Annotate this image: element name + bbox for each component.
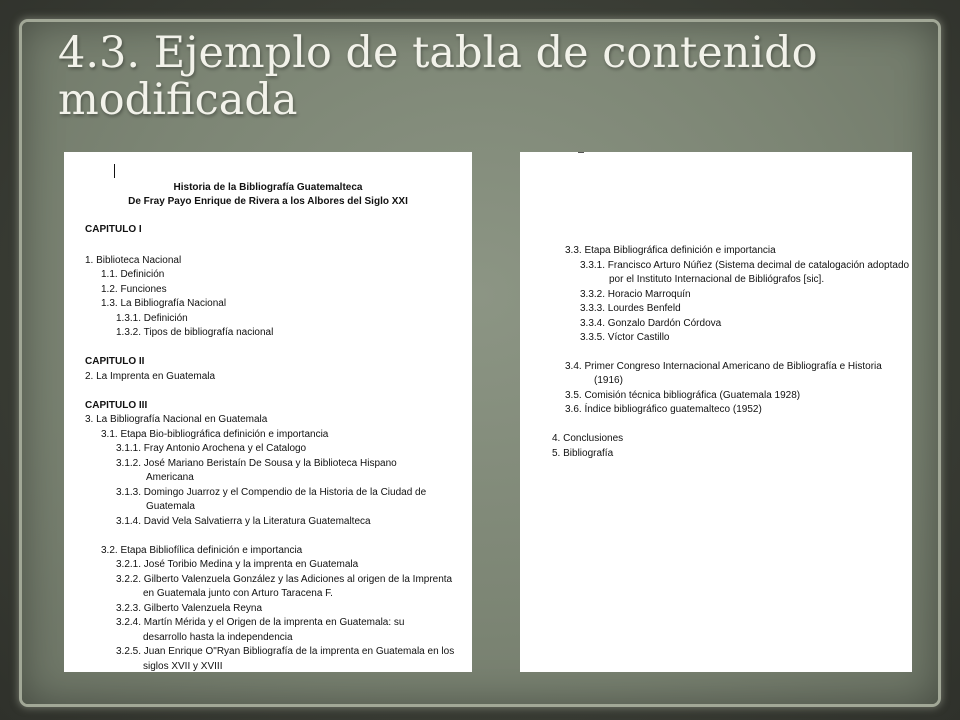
toc-line: en Guatemala junto con Arturo Taracena F.	[143, 588, 333, 599]
toc-line: 1.1. Definición	[101, 269, 165, 280]
toc-line: 3.2.4. Martín Mérida y el Origen de la imprenta en Guatemala: su	[116, 617, 405, 628]
toc-line: 3.3. Etapa Bibliográfica definición e importancia	[565, 245, 776, 256]
page-mark	[578, 152, 584, 153]
toc-line: 3.1.2. José Mariano Beristaín De Sousa y la Biblioteca Hispano	[116, 458, 397, 469]
toc-line: 3. La Bibliografía Nacional en Guatemala	[85, 414, 268, 425]
toc-line: 3.1.4. David Vela Salvatierra y la Literatura Guatemalteca	[116, 516, 371, 527]
toc-line: 1.3.2. Tipos de bibliografía nacional	[116, 327, 274, 338]
document-page-right	[520, 152, 912, 672]
document-subheading: De Fray Payo Enrique de Rivera a los Albores del Siglo XXI	[128, 196, 408, 207]
toc-line: por el Instituto Internacional de Bibliógrafos [sic].	[609, 274, 825, 285]
toc-line: desarrollo hasta la independencia	[143, 632, 293, 643]
toc-line: 3.3.5. Víctor Castillo	[580, 332, 670, 343]
toc-line: 3.3.2. Horacio Marroquín	[580, 289, 691, 300]
toc-line: 4. Conclusiones	[552, 433, 624, 444]
toc-line: 3.1. Etapa Bio-bibliográfica definición e importancia	[101, 429, 329, 440]
toc-line: siglos XVII y XVIII	[143, 661, 223, 672]
toc-line: 3.3.4. Gonzalo Dardón Córdova	[580, 318, 722, 329]
toc-line: 3.1.3. Domingo Juarroz y el Compendio de la Historia de la Ciudad de	[116, 487, 427, 498]
document-heading: Historia de la Bibliografía Guatemalteca	[173, 182, 363, 193]
toc-line: 2. La Imprenta en Guatemala	[85, 371, 216, 382]
toc-line: 3.2.1. José Toribio Medina y la imprenta en Guatemala	[116, 559, 359, 570]
toc-line: 3.2. Etapa Bibliofílica definición e importancia	[101, 545, 303, 556]
document-page-left	[64, 152, 472, 672]
toc-line: 3.6. Índice bibliográfico guatemalteco (1952)	[565, 404, 762, 415]
toc-line: 3.2.2. Gilberto Valenzuela González y las Adiciones al origen de la Imprenta	[116, 574, 453, 585]
toc-line: CAPITULO II	[85, 356, 145, 367]
toc-line: 3.2.3. Gilberto Valenzuela Reyna	[116, 603, 263, 614]
toc-line: 1.3. La Bibliografía Nacional	[101, 298, 227, 309]
toc-line: Guatemala	[146, 501, 195, 512]
toc-line: 3.4. Primer Congreso Internacional Americano de Bibliografía e Historia	[565, 361, 882, 372]
slide-title: 4.3. Ejemplo de tabla de contenido modificada	[58, 28, 818, 125]
toc-line: 3.5. Comisión técnica bibliográfica (Guatemala 1928)	[565, 390, 801, 401]
toc-line: 1.3.1. Definición	[116, 313, 188, 324]
toc-line: CAPITULO I	[85, 224, 142, 235]
text-cursor	[114, 164, 115, 178]
toc-line: 3.3.3. Lourdes Benfeld	[580, 303, 681, 314]
toc-line: (1916)	[594, 375, 623, 386]
toc-line: 1.2. Funciones	[101, 284, 167, 295]
toc-line: Americana	[146, 472, 194, 483]
toc-line: 3.1.1. Fray Antonio Arochena y el Catalogo	[116, 443, 307, 454]
toc-line: CAPITULO III	[85, 400, 148, 411]
toc-line: 1. Biblioteca Nacional	[85, 255, 182, 266]
toc-line: 3.3.1. Francisco Arturo Núñez (Sistema decimal de catalogación adoptado	[580, 260, 910, 271]
toc-line: 3.2.5. Juan Enrique O"Ryan Bibliografía de la imprenta en Guatemala en los	[116, 646, 455, 657]
toc-line: 5. Bibliografía	[552, 448, 614, 459]
